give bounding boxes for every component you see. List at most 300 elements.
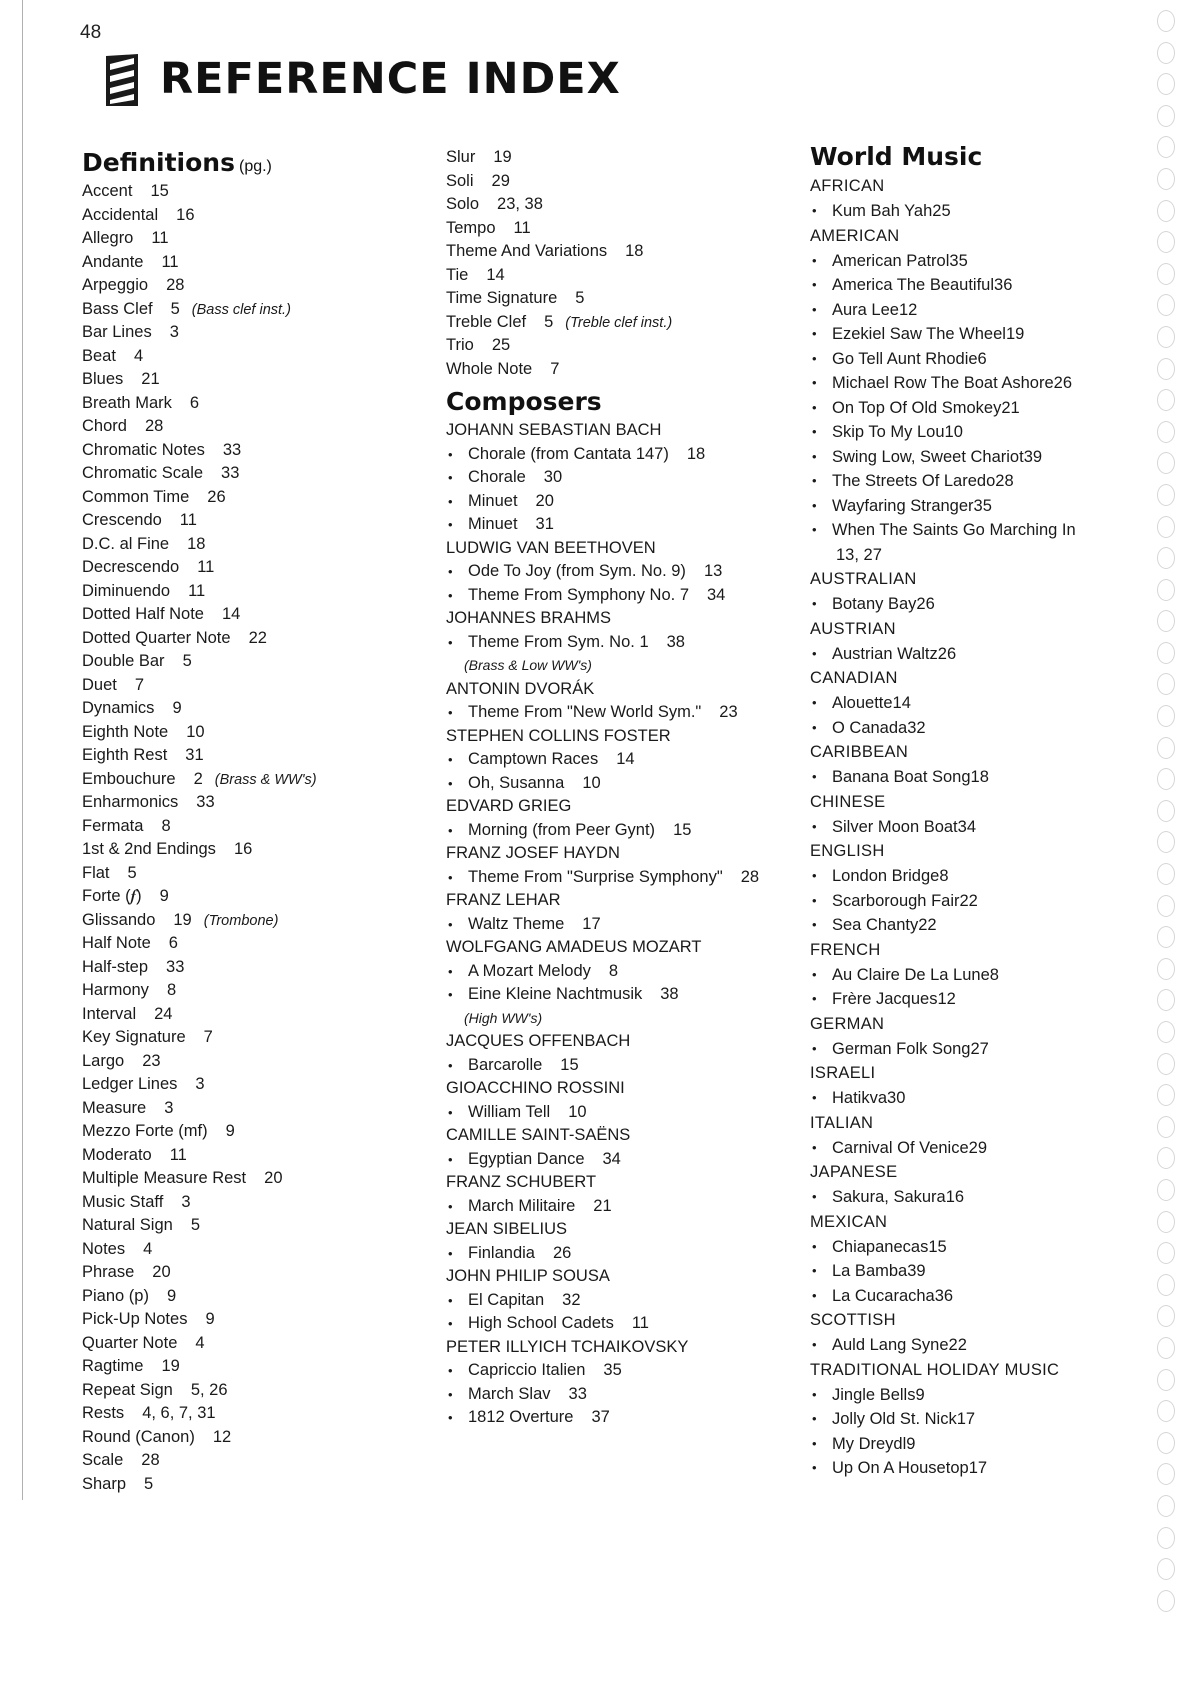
- definition-entry: [82, 556, 432, 580]
- definition-entry: [82, 1050, 432, 1074]
- work-page: 15: [673, 820, 692, 839]
- definition-entry: [446, 193, 826, 217]
- spiral-ring: [1157, 421, 1175, 443]
- song-page: 22: [948, 1336, 967, 1354]
- definition-entry: [82, 1026, 432, 1050]
- world-song: [810, 1383, 1130, 1408]
- song-page: 9: [906, 1434, 916, 1453]
- definition-term: Embouchure: [82, 769, 176, 788]
- definition-page: 5, 26: [190, 1380, 228, 1399]
- definition-note: (Trombone): [203, 912, 279, 929]
- work-title: Minuet: [468, 515, 518, 533]
- song-title: Jingle Bells: [832, 1385, 916, 1404]
- definition-term: Repeat Sign: [82, 1380, 173, 1399]
- definition-page: 11: [151, 229, 169, 247]
- definition-entry: [82, 1003, 432, 1027]
- song-title: Alouette: [832, 694, 893, 712]
- world-song: [810, 445, 1130, 470]
- world-song: [810, 322, 1130, 347]
- composer-name: EDVARD GRIEG: [446, 797, 572, 815]
- definition-term: Chromatic Scale: [82, 464, 204, 482]
- definition-term: Forte (𝆑): [82, 887, 142, 905]
- spiral-ring: [1157, 1021, 1175, 1043]
- definition-entry: [82, 321, 432, 345]
- work-title: Morning (from Peer Gynt): [468, 820, 656, 839]
- definition-term: Glissando: [82, 910, 156, 929]
- work-title: Egyptian Dance: [468, 1149, 585, 1168]
- work-page: 30: [543, 468, 563, 486]
- definition-entry: [82, 979, 432, 1003]
- definition-term: Beat: [82, 346, 116, 365]
- work-title: Minuet: [468, 491, 518, 510]
- definition-term: Tie: [446, 265, 469, 284]
- definition-term: Rests: [82, 1404, 125, 1422]
- definition-entry: [82, 486, 432, 510]
- world-song-title: • When The Saints Go Marching In: [810, 518, 1130, 543]
- song-title: Aura Lee: [832, 300, 899, 319]
- definition-page: 9: [172, 699, 182, 717]
- definition-page: 11: [179, 511, 197, 529]
- song-title: London Bridge: [832, 867, 940, 885]
- composer-work: [446, 819, 826, 843]
- definition-term: Dotted Half Note: [82, 605, 204, 623]
- composer-work: [446, 1383, 826, 1407]
- definition-term: Solo: [446, 195, 480, 213]
- definition-term: Measure: [82, 1098, 147, 1117]
- definition-page: 4: [133, 346, 144, 365]
- composer-work: [446, 1242, 826, 1266]
- definition-entry: [82, 368, 432, 392]
- world-song: [810, 642, 1130, 667]
- definition-page: 21: [141, 370, 160, 388]
- song-title: Wayfaring Stranger: [832, 496, 974, 515]
- spiral-ring: [1157, 705, 1175, 727]
- song-page: 22: [918, 916, 937, 934]
- composer-name: JEAN SIBELIUS: [446, 1220, 568, 1238]
- world-song: [810, 1185, 1130, 1210]
- spiral-ring: [1157, 610, 1175, 632]
- composer-work: [446, 1054, 826, 1078]
- song-page: 8: [939, 867, 949, 885]
- definition-page: 4: [143, 1239, 153, 1258]
- spiral-ring: [1157, 168, 1175, 190]
- work-page: 23: [719, 703, 738, 721]
- song-page: 21: [1001, 398, 1020, 417]
- song-page: 22: [959, 891, 978, 910]
- definition-term: Crescendo: [82, 511, 162, 529]
- composer-name: PETER ILLYICH TCHAIKOVSKY: [446, 1337, 689, 1356]
- song-title: On Top Of Old Smokey: [832, 398, 1002, 417]
- spiral-ring: [1157, 73, 1175, 95]
- page-title: REFERENCE INDEX: [160, 54, 621, 104]
- definition-entry: [82, 838, 432, 862]
- definition-term: Half-step: [82, 957, 149, 976]
- world-category: MEXICAN: [810, 1212, 888, 1231]
- definition-entry: [446, 146, 826, 170]
- definition-page: 5: [544, 312, 554, 331]
- composer-name: JACQUES OFFENBACH: [446, 1032, 631, 1050]
- definition-term: Decrescendo: [82, 558, 180, 576]
- definition-entry: [82, 674, 432, 698]
- spiral-ring: [1157, 1400, 1175, 1422]
- definition-page: 10: [186, 722, 205, 741]
- song-page: 17: [956, 1410, 976, 1428]
- definitions-heading: [82, 146, 432, 180]
- definition-term: Fermata: [82, 816, 144, 835]
- song-title: Go Tell Aunt Rhodie: [832, 349, 978, 368]
- spiral-ring: [1157, 958, 1175, 980]
- composer-work: [446, 1148, 826, 1172]
- work-title: Chorale: [468, 468, 526, 486]
- song-page: 35: [949, 251, 968, 270]
- composer-work: [446, 866, 826, 890]
- composer-work: [446, 584, 826, 608]
- definition-entry: [82, 1073, 432, 1097]
- composer-name: CAMILLE SAINT-SAËNS: [446, 1126, 631, 1144]
- definition-entry: [446, 311, 826, 335]
- world-song: [810, 1407, 1130, 1432]
- world-song: [810, 815, 1130, 840]
- definition-entry: [446, 240, 826, 264]
- definition-term: Phrase: [82, 1263, 135, 1281]
- definition-term: Andante: [82, 252, 144, 271]
- world-category: AUSTRIAN: [810, 619, 896, 638]
- definition-entry: [82, 603, 432, 627]
- definition-term: Piano (p): [82, 1286, 149, 1305]
- spiral-binding: [1154, 10, 1180, 1670]
- definition-entry: [82, 1191, 432, 1215]
- world-song: [810, 469, 1130, 494]
- definition-entry: [82, 627, 432, 651]
- definitions-heading-text: Definitions: [82, 148, 235, 177]
- song-title: Michael Row The Boat Ashore: [832, 374, 1054, 392]
- spiral-ring: [1157, 452, 1175, 474]
- definition-entry: [82, 768, 432, 792]
- world-category: AFRICAN: [810, 177, 885, 195]
- spiral-ring: [1157, 1463, 1175, 1485]
- definition-entry: [82, 204, 432, 228]
- definition-entry: [82, 227, 432, 251]
- definition-term: Scale: [82, 1451, 124, 1469]
- definition-entry: [82, 462, 432, 486]
- definition-term: Half Note: [82, 934, 151, 952]
- definition-term: Blues: [82, 370, 124, 388]
- work-title: March Militaire: [468, 1196, 576, 1215]
- definition-term: Multiple Measure Rest: [82, 1169, 247, 1187]
- song-page: 32: [907, 718, 926, 737]
- composer-name: WOLFGANG AMADEUS MOZART: [446, 938, 702, 956]
- definition-entry: [82, 251, 432, 275]
- definition-entry: [82, 932, 432, 956]
- definition-entry: [446, 170, 826, 194]
- definition-entry: [82, 180, 432, 204]
- definition-page: 3: [164, 1098, 174, 1117]
- definition-term: D.C. al Fine: [82, 534, 170, 553]
- spiral-ring: [1157, 326, 1175, 348]
- world-song: [810, 199, 1130, 224]
- composer-work: [446, 513, 826, 537]
- spiral-ring: [1157, 294, 1175, 316]
- definition-entry: [82, 1308, 432, 1332]
- definition-entry: [82, 815, 432, 839]
- definition-page: 5: [182, 652, 192, 670]
- song-title: Austrian Waltz: [832, 644, 938, 663]
- composer-name: FRANZ SCHUBERT: [446, 1173, 597, 1191]
- work-title: High School Cadets: [468, 1314, 614, 1332]
- definition-entry: [82, 697, 432, 721]
- spiral-ring: [1157, 989, 1175, 1011]
- composer-work: [446, 560, 826, 584]
- composer-work: [446, 466, 826, 490]
- song-page: 27: [970, 1039, 989, 1058]
- definition-entry: [82, 721, 432, 745]
- definition-page: 6: [168, 934, 178, 952]
- definition-term: Dotted Quarter Note: [82, 628, 231, 647]
- song-page: 6: [977, 349, 987, 368]
- spiral-ring: [1157, 1337, 1175, 1359]
- spiral-ring: [1157, 484, 1175, 506]
- definition-page: 5: [190, 1216, 200, 1234]
- work-page: 34: [602, 1149, 621, 1168]
- song-title: American Patrol: [832, 251, 950, 270]
- definition-term: Key Signature: [82, 1028, 186, 1046]
- definition-term: Natural Sign: [82, 1216, 173, 1234]
- definition-entry: [446, 287, 826, 311]
- definition-page: 20: [264, 1169, 283, 1187]
- definition-entry: [82, 791, 432, 815]
- definition-page: 8: [161, 816, 171, 835]
- book-logo-icon: [104, 52, 142, 108]
- definition-page: 24: [154, 1004, 173, 1023]
- composer-name: FRANZ JOSEF HAYDN: [446, 844, 620, 862]
- definitions-continued-list: [446, 146, 826, 381]
- definition-page: 3: [169, 323, 179, 341]
- definition-term: Interval: [82, 1004, 137, 1023]
- definition-term: Round (Canon): [82, 1427, 195, 1446]
- spiral-ring: [1157, 863, 1175, 885]
- song-page: 36: [994, 276, 1013, 294]
- definition-entry: [446, 264, 826, 288]
- song-page: 30: [887, 1089, 906, 1107]
- spiral-ring: [1157, 42, 1175, 64]
- definition-entry: [82, 956, 432, 980]
- world-song: [810, 1136, 1130, 1161]
- definition-entry: [82, 1144, 432, 1168]
- definition-page: 33: [166, 957, 185, 976]
- spiral-ring: [1157, 737, 1175, 759]
- song-title: Frère Jacques: [832, 990, 938, 1008]
- definition-page: 23: [142, 1051, 161, 1070]
- page-edge-line: [22, 0, 23, 1500]
- world-song: [810, 864, 1130, 889]
- world-song: [810, 1284, 1130, 1309]
- work-title: Oh, Susanna: [468, 773, 565, 792]
- definitions-heading-unit: (pg.): [238, 158, 272, 175]
- world-song: [810, 1037, 1130, 1062]
- definition-page: 4: [195, 1333, 205, 1352]
- work-note: (Brass & Low WW's): [464, 657, 592, 673]
- definition-term: Notes: [82, 1239, 126, 1258]
- song-title: Banana Boat Song: [832, 768, 971, 786]
- song-title: Scarborough Fair: [832, 891, 960, 910]
- song-title: Auld Lang Syne: [832, 1336, 949, 1354]
- definition-page: 28: [141, 1451, 160, 1469]
- song-page: 26: [1053, 374, 1073, 392]
- spiral-ring: [1157, 389, 1175, 411]
- song-page: 10: [944, 423, 963, 441]
- composer-name: FRANZ LEHAR: [446, 891, 561, 909]
- definition-page: 20: [152, 1263, 171, 1281]
- work-note: (High WW's): [464, 1009, 543, 1026]
- spiral-ring: [1157, 831, 1175, 853]
- spiral-ring: [1157, 231, 1175, 253]
- spiral-ring: [1157, 1432, 1175, 1454]
- definition-page: 16: [176, 205, 195, 224]
- world-category: ISRAELI: [810, 1064, 876, 1082]
- world-category: SCOTTISH: [810, 1311, 896, 1329]
- world-category: FRENCH: [810, 940, 881, 959]
- spiral-ring: [1157, 136, 1175, 158]
- definition-term: Enharmonics: [82, 793, 179, 811]
- work-page: 34: [707, 585, 726, 604]
- definition-page: 18: [187, 534, 206, 553]
- definition-entry: [82, 298, 432, 322]
- definition-term: Flat: [82, 863, 110, 882]
- definition-term: Breath Mark: [82, 393, 172, 412]
- composer-work: [446, 983, 826, 1007]
- composer-name: JOHANN SEBASTIAN BACH: [446, 421, 662, 439]
- definition-page: 8: [166, 981, 177, 999]
- definition-term: Quarter Note: [82, 1333, 178, 1352]
- world-category: GERMAN: [810, 1014, 885, 1033]
- definition-entry: [82, 650, 432, 674]
- definition-page: 5: [144, 1474, 154, 1493]
- spiral-ring: [1157, 768, 1175, 790]
- song-page: 14: [892, 694, 911, 712]
- spiral-ring: [1157, 1527, 1175, 1549]
- world-song-page: 13, 27: [836, 545, 882, 564]
- definition-term: Trio: [446, 336, 474, 354]
- definition-page: 11: [161, 252, 179, 271]
- definition-page: 33: [222, 440, 242, 459]
- world-song: [810, 371, 1130, 396]
- song-page: 26: [916, 595, 935, 613]
- work-title: 1812 Overture: [468, 1408, 574, 1426]
- definition-page: 3: [181, 1192, 191, 1211]
- world-song: [810, 765, 1130, 790]
- work-page: 18: [686, 444, 706, 463]
- work-title: Theme From "Surprise Symphony": [468, 867, 723, 886]
- song-title: Up On A Housetop: [832, 1459, 969, 1477]
- work-title: A Mozart Melody: [468, 961, 591, 980]
- definition-page: 14: [486, 265, 505, 284]
- definition-term: Soli: [446, 171, 474, 190]
- spiral-ring: [1157, 579, 1175, 601]
- spiral-ring: [1157, 673, 1175, 695]
- song-page: 36: [934, 1286, 954, 1305]
- definition-term: Dynamics: [82, 699, 155, 717]
- definition-term: Music Staff: [82, 1192, 164, 1211]
- song-title: Sea Chanty: [832, 916, 919, 934]
- spiral-ring: [1157, 1590, 1175, 1612]
- definition-entry: [82, 345, 432, 369]
- spiral-ring: [1157, 358, 1175, 380]
- world-category: CHINESE: [810, 792, 886, 811]
- work-page: 28: [740, 867, 760, 886]
- spiral-ring: [1157, 263, 1175, 285]
- spiral-ring: [1157, 1369, 1175, 1391]
- work-title: Theme From "New World Sym.": [468, 703, 702, 721]
- work-page: 20: [535, 491, 554, 510]
- work-page: 33: [568, 1384, 587, 1403]
- song-title: Carnival Of Venice: [832, 1138, 969, 1157]
- song-title: Skip To My Lou: [832, 423, 945, 441]
- definition-term: Diminuendo: [82, 581, 171, 600]
- spiral-ring: [1157, 1084, 1175, 1106]
- song-page: 17: [968, 1459, 988, 1477]
- work-title: Camptown Races: [468, 750, 599, 768]
- definition-page: 9: [159, 887, 169, 905]
- composer-work: [446, 960, 826, 984]
- definition-term: 1st & 2nd Endings: [82, 840, 216, 858]
- definition-page: 19: [493, 148, 512, 166]
- song-title: O Canada: [832, 718, 908, 737]
- work-page: 38: [660, 985, 679, 1003]
- world-song: [810, 592, 1130, 617]
- definition-term: Mezzo Forte (mf): [82, 1122, 208, 1140]
- world-song: [810, 987, 1130, 1012]
- definition-entry: [82, 1285, 432, 1309]
- definition-entry: [82, 1332, 432, 1356]
- work-title: Ode To Joy (from Sym. No. 9): [468, 562, 686, 580]
- definition-page: 6: [189, 393, 200, 412]
- definition-entry: [82, 1379, 432, 1403]
- composer-work: [446, 631, 826, 655]
- spiral-ring: [1157, 547, 1175, 569]
- composer-work: [446, 1406, 826, 1430]
- spiral-ring: [1157, 1495, 1175, 1517]
- world-category: AUSTRALIAN: [810, 570, 917, 588]
- composer-name: ANTONIN DVORÁK: [446, 679, 595, 698]
- composer-name: LUDWIG VAN BEETHOVEN: [446, 538, 656, 557]
- work-title: William Tell: [468, 1102, 551, 1121]
- composers-list: [446, 419, 826, 1430]
- work-title: El Capitan: [468, 1290, 545, 1309]
- work-page: 26: [552, 1243, 572, 1262]
- definition-term: Bass Clef: [82, 299, 153, 318]
- definition-page: 4, 6, 7, 31: [142, 1404, 216, 1422]
- definition-entry: [82, 1167, 432, 1191]
- definition-page: 25: [491, 336, 511, 354]
- definition-page: 29: [491, 171, 510, 190]
- definition-page: 28: [144, 417, 164, 435]
- song-page: 35: [973, 496, 992, 515]
- definition-page: 5: [127, 863, 137, 882]
- work-page: 17: [582, 914, 601, 933]
- definition-term: Allegro: [82, 229, 134, 247]
- definition-term: Treble Clef: [446, 312, 527, 331]
- definition-note: (Treble clef inst.): [565, 314, 673, 331]
- definition-entry: [82, 1261, 432, 1285]
- definition-page: 9: [205, 1310, 215, 1328]
- definition-entry: [82, 1355, 432, 1379]
- definition-term: Duet: [82, 675, 117, 694]
- song-page: 15: [928, 1237, 947, 1256]
- definition-term: Eighth Rest: [82, 746, 168, 764]
- definition-page: 31: [185, 746, 204, 764]
- definition-term: Sharp: [82, 1474, 127, 1493]
- song-title: America The Beautiful: [832, 276, 995, 294]
